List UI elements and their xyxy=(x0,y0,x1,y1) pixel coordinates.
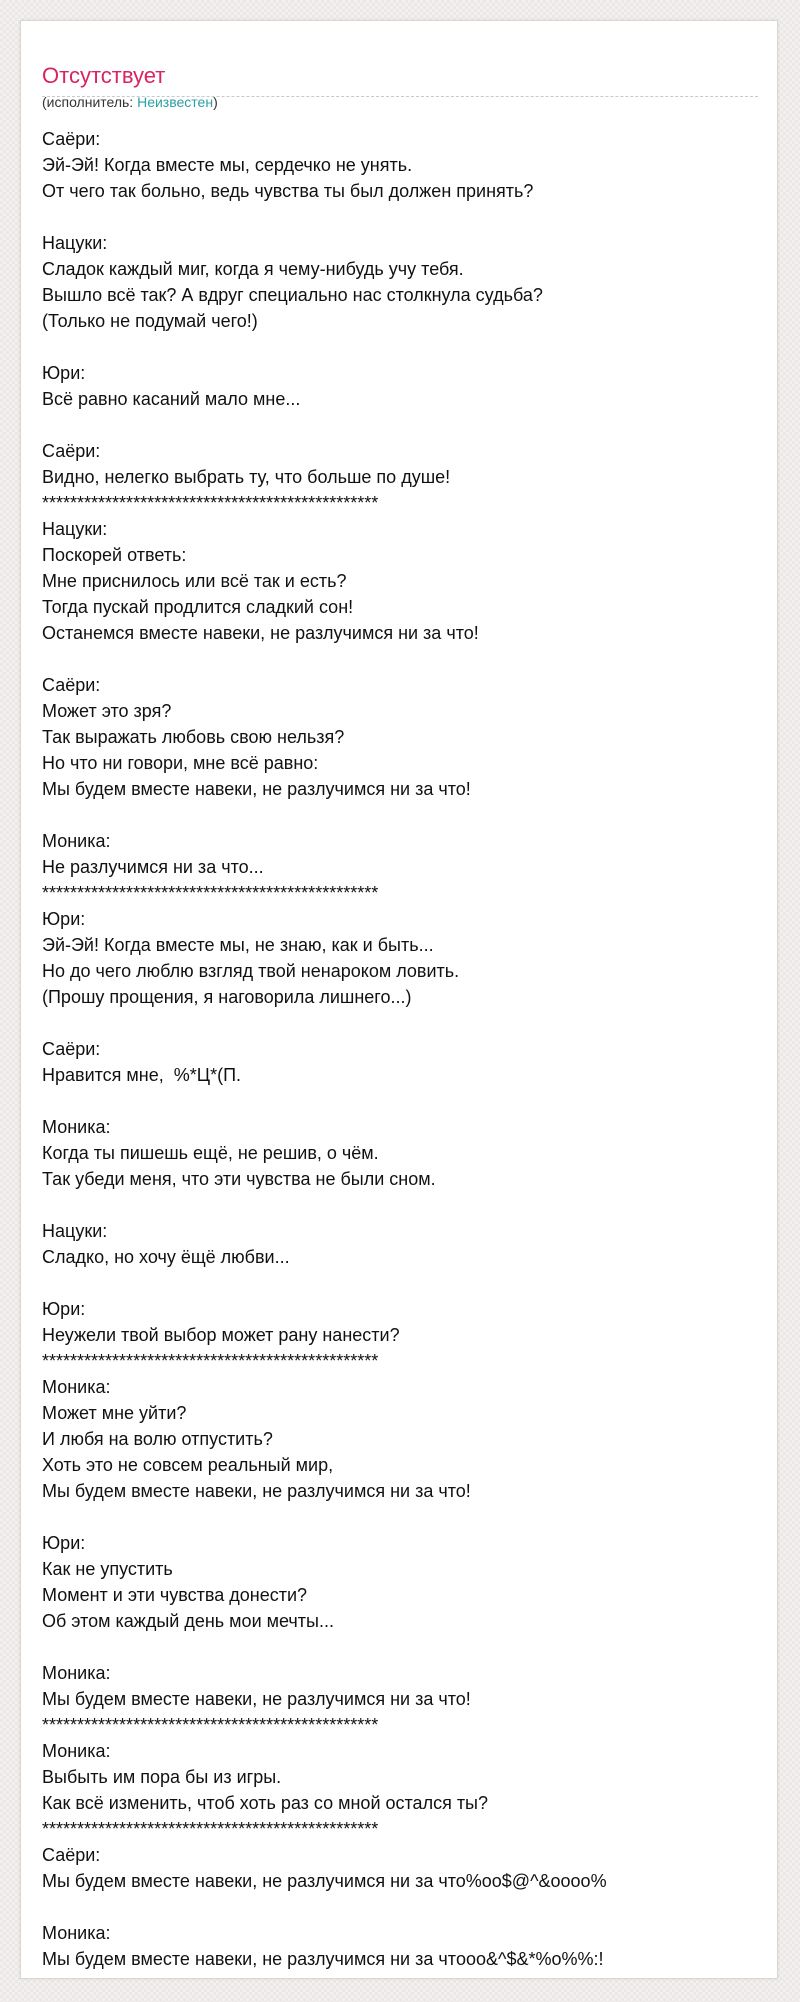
lyric-line: Так выражать любовь свою нельзя? xyxy=(42,727,345,747)
lyric-line: Моника: xyxy=(42,1377,111,1397)
lyric-line xyxy=(42,1270,762,1296)
lyric-line: ************************************************ xyxy=(42,493,379,513)
lyric-line: Моника: xyxy=(42,1117,111,1137)
lyric-line: Мы будем вместе навеки, не разлучимся ни за что! xyxy=(42,1481,471,1501)
lyric-line: Саёри: xyxy=(42,1845,101,1865)
lyric-line: Тогда пускай продлится сладкий сон! xyxy=(42,597,354,617)
lyric-line: Хоть это не совсем реальный мир, xyxy=(42,1455,334,1475)
lyric-line: Момент и эти чувства донести? xyxy=(42,1585,308,1605)
artist-link[interactable]: Неизвестен xyxy=(137,94,214,110)
song-title: Отсутствует xyxy=(42,63,166,88)
lyric-line: Моника: xyxy=(42,831,111,851)
lyric-line xyxy=(42,1010,762,1036)
lyric-line: Нацуки: xyxy=(42,1221,108,1241)
lyric-line xyxy=(42,1894,762,1920)
lyric-line: Саёри: xyxy=(42,675,101,695)
lyric-line xyxy=(42,1088,762,1114)
lyric-line: ************************************************ xyxy=(42,1351,379,1371)
lyric-line: Мы будем вместе навеки, не разлучимся ни за что! xyxy=(42,779,471,799)
lyric-line: Останемся вместе навеки, не разлучимся ни за что! xyxy=(42,623,479,643)
lyric-line: Юри: xyxy=(42,1533,86,1553)
lyric-line: Моника: xyxy=(42,1741,111,1761)
lyric-line: Нацуки: xyxy=(42,233,108,253)
lyric-line xyxy=(42,204,762,230)
lyric-line: Сладок каждый миг, когда я чему-нибудь учу тебя. xyxy=(42,259,464,279)
lyric-line: Эй-Эй! Когда вместе мы, не знаю, как и быть... xyxy=(42,935,434,955)
lyric-line: Нравится мне, %*Ц*(П. xyxy=(42,1065,242,1085)
lyric-line: Когда ты пишешь ещё, не решив, о чём. xyxy=(42,1143,379,1163)
lyric-line: Юри: xyxy=(42,363,86,383)
lyric-line: Но что ни говори, мне всё равно: xyxy=(42,753,319,773)
lyric-line: Поскорей ответь: xyxy=(42,545,187,565)
lyric-line: Юри: xyxy=(42,909,86,929)
lyric-line: И любя на волю отпустить? xyxy=(42,1429,273,1449)
lyric-line: Так убеди меня, что эти чувства не были сном. xyxy=(42,1169,436,1189)
lyrics-text xyxy=(42,126,762,1972)
lyric-line xyxy=(42,802,762,828)
lyric-line: Может мне уйти? xyxy=(42,1403,187,1423)
lyric-line xyxy=(42,1634,762,1660)
song-header xyxy=(42,41,758,110)
lyric-line: Как не упустить xyxy=(42,1559,173,1579)
lyric-line xyxy=(42,1504,762,1530)
lyric-line: ************************************************ xyxy=(42,1819,379,1839)
lyric-line: Эй-Эй! Когда вместе мы, сердечко не унять. xyxy=(42,155,413,175)
lyric-line: Может это зря? xyxy=(42,701,172,721)
lyric-line xyxy=(42,646,762,672)
artist-prefix: (исполнитель: xyxy=(42,94,138,110)
lyric-line: Как всё изменить, чтоб хоть раз со мной остался ты? xyxy=(42,1793,489,1813)
lyric-line: Юри: xyxy=(42,1299,86,1319)
lyrics-card xyxy=(20,20,778,1979)
lyric-line xyxy=(42,334,762,360)
lyric-line: Сладко, но хочу ёщё любви... xyxy=(42,1247,290,1267)
lyric-line xyxy=(42,412,762,438)
lyric-line xyxy=(42,1192,762,1218)
lyric-line: Видно, нелегко выбрать ту, что больше по душе! xyxy=(42,467,451,487)
lyric-line: Моника: xyxy=(42,1923,111,1943)
lyric-line: Саёри: xyxy=(42,441,101,461)
lyric-line: Саёри: xyxy=(42,129,101,149)
lyric-line: Мы будем вместе навеки, не разлучимся ни за что%oo$@^&oooo% xyxy=(42,1871,607,1891)
lyric-line: Не разлучимся ни за что... xyxy=(42,857,264,877)
lyric-line: От чего так больно, ведь чувства ты был должен принять? xyxy=(42,181,534,201)
lyric-line: Об этом каждый день мои мечты... xyxy=(42,1611,334,1631)
lyric-line: Мне приснилось или всё так и есть? xyxy=(42,571,347,591)
lyric-line: Но до чего люблю взгляд твой ненароком ловить. xyxy=(42,961,460,981)
lyric-line: Всё равно касаний мало мне... xyxy=(42,389,301,409)
lyric-line: Моника: xyxy=(42,1663,111,1683)
lyric-line: Мы будем вместе навеки, не разлучимся ни за чтooo&^$&*%o%%:! xyxy=(42,1949,604,1969)
artist-suffix: ) xyxy=(213,94,218,110)
lyric-line: (Прошу прощения, я наговорила лишнего...) xyxy=(42,987,412,1007)
lyric-line: Вышло всё так? А вдруг специально нас столкнула судьба? xyxy=(42,285,543,305)
lyric-line: ************************************************ xyxy=(42,883,379,903)
artist-line xyxy=(42,93,218,111)
lyric-line: ************************************************ xyxy=(42,1715,379,1735)
lyric-line: Мы будем вместе навеки, не разлучимся ни за что! xyxy=(42,1689,471,1709)
lyric-line: Выбыть им пора бы из игры. xyxy=(42,1767,282,1787)
lyric-line: (Только не подумай чего!) xyxy=(42,311,258,331)
lyric-line: Саёри: xyxy=(42,1039,101,1059)
lyric-line: Нацуки: xyxy=(42,519,108,539)
lyric-line: Неужели твой выбор может рану нанести? xyxy=(42,1325,400,1345)
